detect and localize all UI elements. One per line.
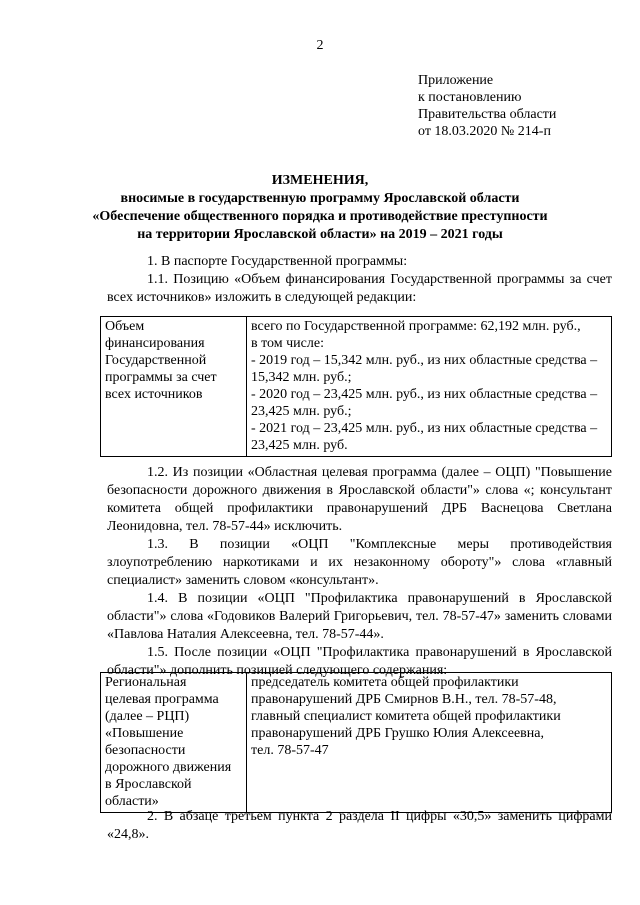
cell-line: 23,425 млн. руб. (251, 438, 348, 453)
cell-line: всего по Государственной программе: 62,192 млн. руб., (251, 319, 581, 334)
cell-line: финансирования (105, 336, 205, 351)
cell-line: главный специалист комитета общей профилактики (251, 709, 561, 724)
cell-line: правонарушений ДРБ Смирнов В.Н., тел. 78-57-48, (251, 692, 557, 707)
cell-line: 23,425 млн. руб.; (251, 404, 352, 419)
item-1-2: 1.2. Из позиции «Областная целевая программа (далее – ОЦП) "Повышение безопасности дорожного движения в Ярославской области"» слова «; консультант комитета общей профилактики правонарушений ДРБ Васнецова Светлана Леонидовна, тел. 78-57-44» исключить. (107, 465, 612, 534)
title-line: вносимые в государственную программу Ярославской области (120, 191, 520, 206)
table-cell-value (247, 673, 612, 813)
cell-line: «Повышение (105, 726, 184, 741)
item-2: 2. В абзаце третьем пункта 2 раздела II цифры «30,5» заменить цифрами «24,8». (107, 809, 612, 842)
title-line: на территории Ярославской области» на 2019 – 2021 годы (137, 227, 503, 242)
program-table (100, 672, 612, 813)
cell-line: в Ярославской (105, 777, 192, 792)
cell-line: (далее – РЦП) (105, 709, 190, 724)
cell-line: области» (105, 794, 159, 809)
section-1-heading: 1. В паспорте Государственной программы: (147, 254, 408, 269)
cell-line: - 2020 год – 23,425 млн. руб., из них областные средства – (251, 387, 598, 402)
table-row (101, 673, 612, 813)
cell-line: 15,342 млн. руб.; (251, 370, 352, 385)
cell-line: Государственной (105, 353, 207, 368)
appendix-line: к постановлению (418, 90, 522, 105)
cell-line: тел. 78-57-47 (251, 743, 329, 758)
page-number: 2 (316, 38, 324, 53)
appendix-block (418, 72, 556, 140)
table-row (101, 317, 612, 457)
financing-table (100, 316, 612, 457)
item-1-5: 1.5. После позиции «ОЦП "Профилактика правонарушений в Ярославской области"» дополнить позицией следующего содержания: (107, 645, 612, 678)
appendix-line: от 18.03.2020 № 214-п (418, 124, 551, 139)
appendix-line: Приложение (418, 73, 494, 88)
document-title (80, 172, 560, 244)
cell-line: всех источников (105, 387, 203, 402)
cell-line: дорожного движения (105, 760, 232, 775)
title-line: ИЗМЕНЕНИЯ, (271, 173, 369, 188)
item-1-3: 1.3. В позиции «ОЦП "Комплексные меры противодействия злоупотреблению наркотиками и их незаконному обороту"» слова «главный специалист» заменить словом «консультант». (107, 537, 612, 588)
table-cell-label (101, 673, 247, 813)
table-cell-value (247, 317, 612, 457)
appendix-line: Правительства области (418, 107, 557, 122)
cell-line: в том числе: (251, 336, 324, 351)
cell-line: Объем (105, 319, 145, 334)
item-1-4: 1.4. В позиции «ОЦП "Профилактика правонарушений в Ярославской области"» слова «Годовиков Валерий Григорьевич, тел. 78-57-47» заменить словами «Павлова Наталия Алексеевна, тел. 78-57-44». (107, 591, 612, 642)
cell-line: - 2021 год – 23,425 млн. руб., из них областные средства – (251, 421, 598, 436)
cell-line: правонарушений ДРБ Грушко Юлия Алексеевна, (251, 726, 545, 741)
cell-line: программы за счет (105, 370, 217, 385)
item-1-1: 1.1. Позицию «Объем финансирования Государственной программы за счет всех источников» изложить в следующей редакции: (107, 272, 612, 305)
cell-line: председатель комитета общей профилактики (251, 675, 519, 690)
cell-line: целевая программа (105, 692, 219, 707)
cell-line: Региональная (105, 675, 187, 690)
title-line: «Обеспечение общественного порядка и противодействие преступности (92, 209, 548, 224)
cell-line: безопасности (105, 743, 186, 758)
cell-line: - 2019 год – 15,342 млн. руб., из них областные средства – (251, 353, 598, 368)
table-cell-label (101, 317, 247, 457)
